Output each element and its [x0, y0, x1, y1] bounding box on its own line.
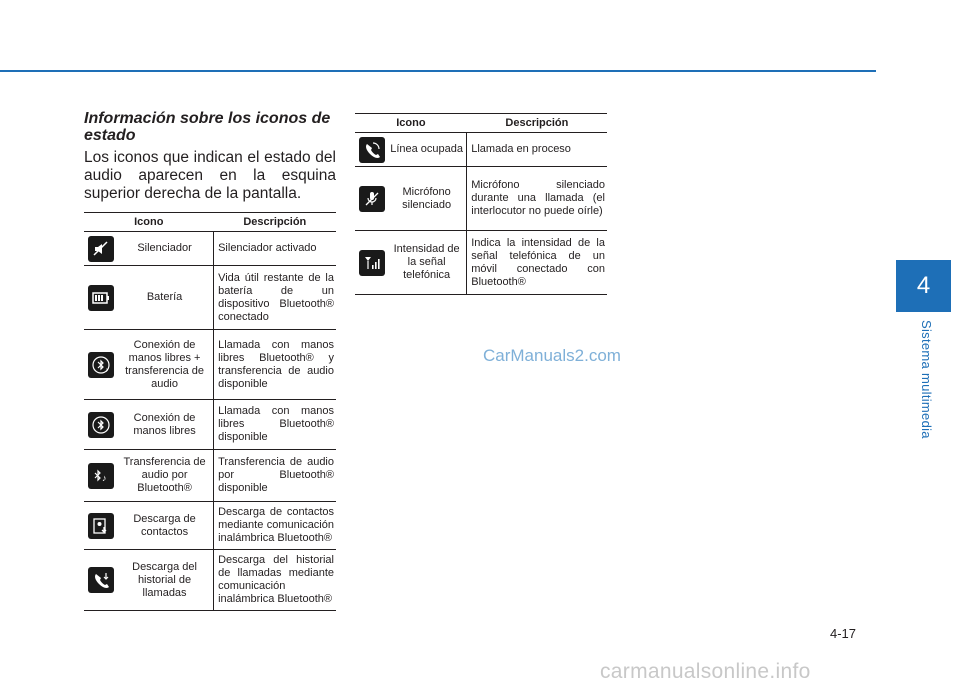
- header-description: Descripción: [214, 213, 336, 232]
- header-icon: Icono: [355, 114, 467, 133]
- header-description: Descripción: [467, 114, 607, 133]
- bluetooth-handsfree-audio-icon: [88, 352, 114, 378]
- battery-icon: [88, 285, 114, 311]
- table-row: [84, 550, 336, 611]
- icon-description: Llamada en proceso: [467, 133, 607, 167]
- mute-icon: [88, 236, 114, 262]
- icon-description: Transferencia de audio por Bluetooth® disponible: [214, 450, 336, 502]
- signal-strength-icon: [359, 250, 385, 276]
- icon-name: Descarga de contactos: [116, 502, 214, 550]
- table-row: [84, 450, 336, 502]
- header-icon: Icono: [84, 213, 214, 232]
- section-heading: Información sobre los iconos de estado: [84, 110, 331, 144]
- icon-description: Descarga de contactos mediante comunicación inalámbrica Bluetooth®: [214, 502, 336, 550]
- bluetooth-handsfree-icon: [88, 412, 114, 438]
- table-row: [355, 133, 607, 167]
- page-number: 4-17: [830, 626, 857, 641]
- icon-name: Descarga del historial de llamadas: [116, 550, 214, 611]
- table-row: [84, 330, 336, 400]
- icon-description: Descarga del historial de llamadas mediante comunicación inalámbrica Bluetooth®: [214, 550, 336, 611]
- icon-name: Línea ocupada: [387, 133, 467, 167]
- icon-name: Micrófono silenciado: [387, 167, 467, 231]
- intro-paragraph: Los iconos que indican el estado del audio aparecen en la esquina superior derecha de la pantalla.: [84, 149, 336, 202]
- icon-name: Conexión de manos libres + transferencia de audio: [116, 330, 214, 400]
- icon-description: Micrófono silenciado durante una llamada (el interlocutor no puede oírle): [467, 167, 607, 231]
- table-row: [84, 266, 336, 330]
- bluetooth-audio-icon: [88, 463, 114, 489]
- icon-description: Llamada con manos libres Bluetooth® y transferencia de audio disponible: [214, 330, 336, 400]
- line-busy-icon: [359, 137, 385, 163]
- svg-text:♪: ♪: [102, 472, 107, 483]
- status-icons-table-1: [84, 212, 336, 611]
- watermark: CarManuals2.com: [483, 346, 621, 365]
- icon-name: Transferencia de audio por Bluetooth®: [116, 450, 214, 502]
- table-row: [84, 232, 336, 266]
- icon-description: Indica la intensidad de la señal telefónica de un móvil conectado con Bluetooth®: [467, 231, 607, 295]
- call-history-download-icon: [88, 567, 114, 593]
- icon-description: Vida útil restante de la batería de un dispositivo Bluetooth® conectado: [214, 266, 336, 330]
- table-row: [84, 400, 336, 450]
- svg-text:♪: ♪: [105, 366, 109, 374]
- icon-name: Conexión de manos libres: [116, 400, 214, 450]
- contacts-download-icon: [88, 513, 114, 539]
- chapter-number-tab[interactable]: 4: [896, 260, 951, 312]
- footer-watermark: carmanualsonline.info: [600, 660, 811, 683]
- mic-muted-icon: [359, 186, 385, 212]
- table-row: [355, 167, 607, 231]
- top-rule: [0, 70, 876, 72]
- chapter-label: Sistema multimedia: [919, 320, 934, 439]
- icon-description: Silenciador activado: [214, 232, 336, 266]
- table-row: [355, 231, 607, 295]
- table-row: [84, 502, 336, 550]
- icon-name: Intensidad de la señal telefónica: [387, 231, 467, 295]
- status-icons-table-2: [355, 113, 607, 295]
- icon-name: Silenciador: [116, 232, 214, 266]
- icon-name: Batería: [116, 266, 214, 330]
- icon-description: Llamada con manos libres Bluetooth® disponible: [214, 400, 336, 450]
